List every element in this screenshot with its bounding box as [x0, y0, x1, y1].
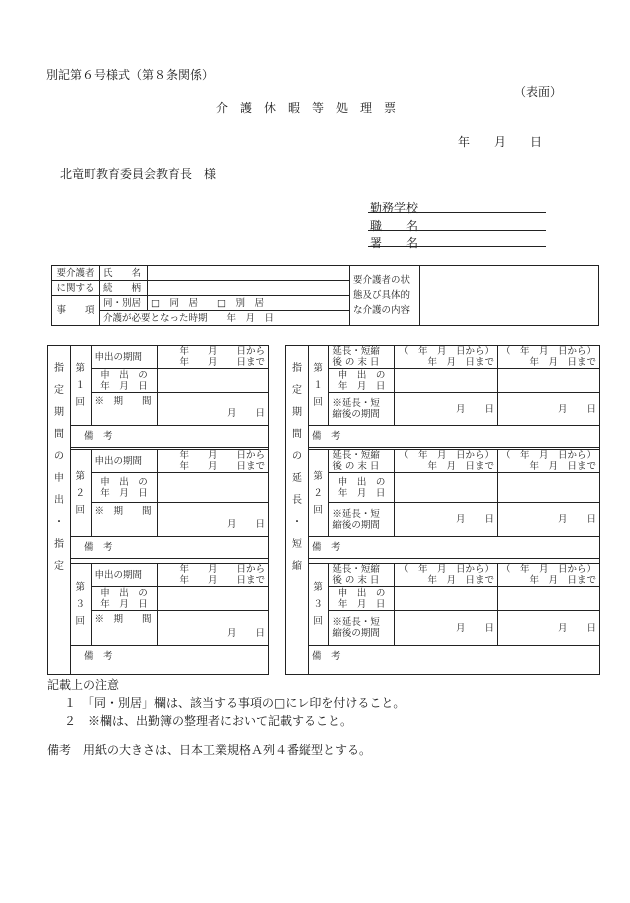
extension-side-label: 指 定 期 間 の 延 長 ・ 短 縮: [286, 346, 309, 674]
designation-block-1: 第 １ 回 申出の期間 年 月 日から 年 月 日まで 申 出 の 年 月 日 ※ 期 間 月 日 備 考: [70, 346, 268, 448]
care-row-label-3: 事 項: [52, 296, 100, 326]
cohabit-options: [148, 296, 350, 311]
remark: 備考 用紙の大きさは、日本工業規格Ａ列４番縦型とする。: [47, 743, 372, 757]
name-field[interactable]: [148, 266, 350, 281]
condition-label: 要介護者の状 態及び具体的 な介護の内容: [350, 266, 420, 326]
note-item-2: ２ ※欄は、出勤簿の整理者において記載すること。: [64, 714, 353, 728]
date-line: 年 月 日: [458, 135, 543, 149]
note-field[interactable]: 備 考: [70, 426, 268, 448]
position-line: [368, 230, 546, 231]
school-label: 勤務学校: [370, 201, 419, 215]
designation-side-label: 指 定 期 間 の 申 出 ・ 指 定: [48, 346, 71, 674]
form-title: 介 護 休 暇 等 処 理 票: [216, 101, 397, 115]
care-row-label: 要介護者: [52, 266, 100, 281]
extension-block-2: 第 ２ 回 延長・短縮 後 の 末 日 （ 年 月 日から） 年 月 日まで （ 年 月 日から） 年 月 日まで 申 出 の 年 月 日 ※延長・短 縮後の期間 月 日 月 日 備 考: [308, 449, 599, 559]
designation-table: [47, 345, 269, 675]
care-person-table: [51, 265, 599, 326]
condition-field[interactable]: [420, 266, 599, 326]
designation-block-2: 第 ２ 回 申出の期間 年 月 日から 年 月 日まで 申 出 の 年 月 日 ※ 期 間 月 日 備 考: [70, 449, 268, 559]
addressee: 北竜町教育委員会教育長 様: [60, 167, 217, 181]
cohabit-separate-checkbox[interactable]: □ 別 居: [217, 297, 264, 309]
notes-heading: 記載上の注意: [47, 678, 120, 692]
name-label: 氏 名: [100, 266, 148, 281]
position-label: 職 名: [370, 219, 419, 233]
date-field[interactable]: [157, 369, 268, 393]
period-label: 申出の期間: [91, 346, 157, 369]
relation-label: 続 柄: [100, 281, 148, 296]
cohabit-same-checkbox[interactable]: □ 同 居: [151, 297, 198, 309]
period-needed: 介護が必要となった時期 年 月 日: [100, 311, 350, 326]
extension-block-1: 第 １ 回 延長・短縮 後 の 末 日 （ 年 月 日から） 年 月 日まで （ 年 月 日から） 年 月 日まで 申 出 の 年 月 日 ※延長・短 縮後の期間 月 日 月 日 備 考: [308, 346, 599, 448]
relation-field[interactable]: [148, 281, 350, 296]
name-line: [368, 246, 546, 247]
care-row-label-2: に関する: [52, 281, 100, 296]
extension-block-3: 第 ３ 回 延長・短縮 後 の 末 日 （ 年 月 日から） 年 月 日まで （ 年 月 日から） 年 月 日まで 申 出 の 年 月 日 ※延長・短 縮後の期間 月 日 月 日 備 考: [308, 563, 599, 668]
name-label: 署 名: [370, 236, 419, 250]
school-line: [368, 212, 546, 213]
side-label: （表面）: [514, 85, 563, 99]
note-item-1: １ 「同・別居」欄は、該当する事項の□にレ印を付けること。: [64, 696, 406, 710]
cohabit-label: 同・別居: [100, 296, 148, 311]
form-id: 別記第６号様式（第８条関係）: [46, 68, 215, 82]
extension-table: [285, 345, 600, 675]
designation-block-3: 第 ３ 回 申出の期間 年 月 日から 年 月 日まで 申 出 の 年 月 日 ※ 期 間 月 日 備 考: [70, 563, 268, 668]
